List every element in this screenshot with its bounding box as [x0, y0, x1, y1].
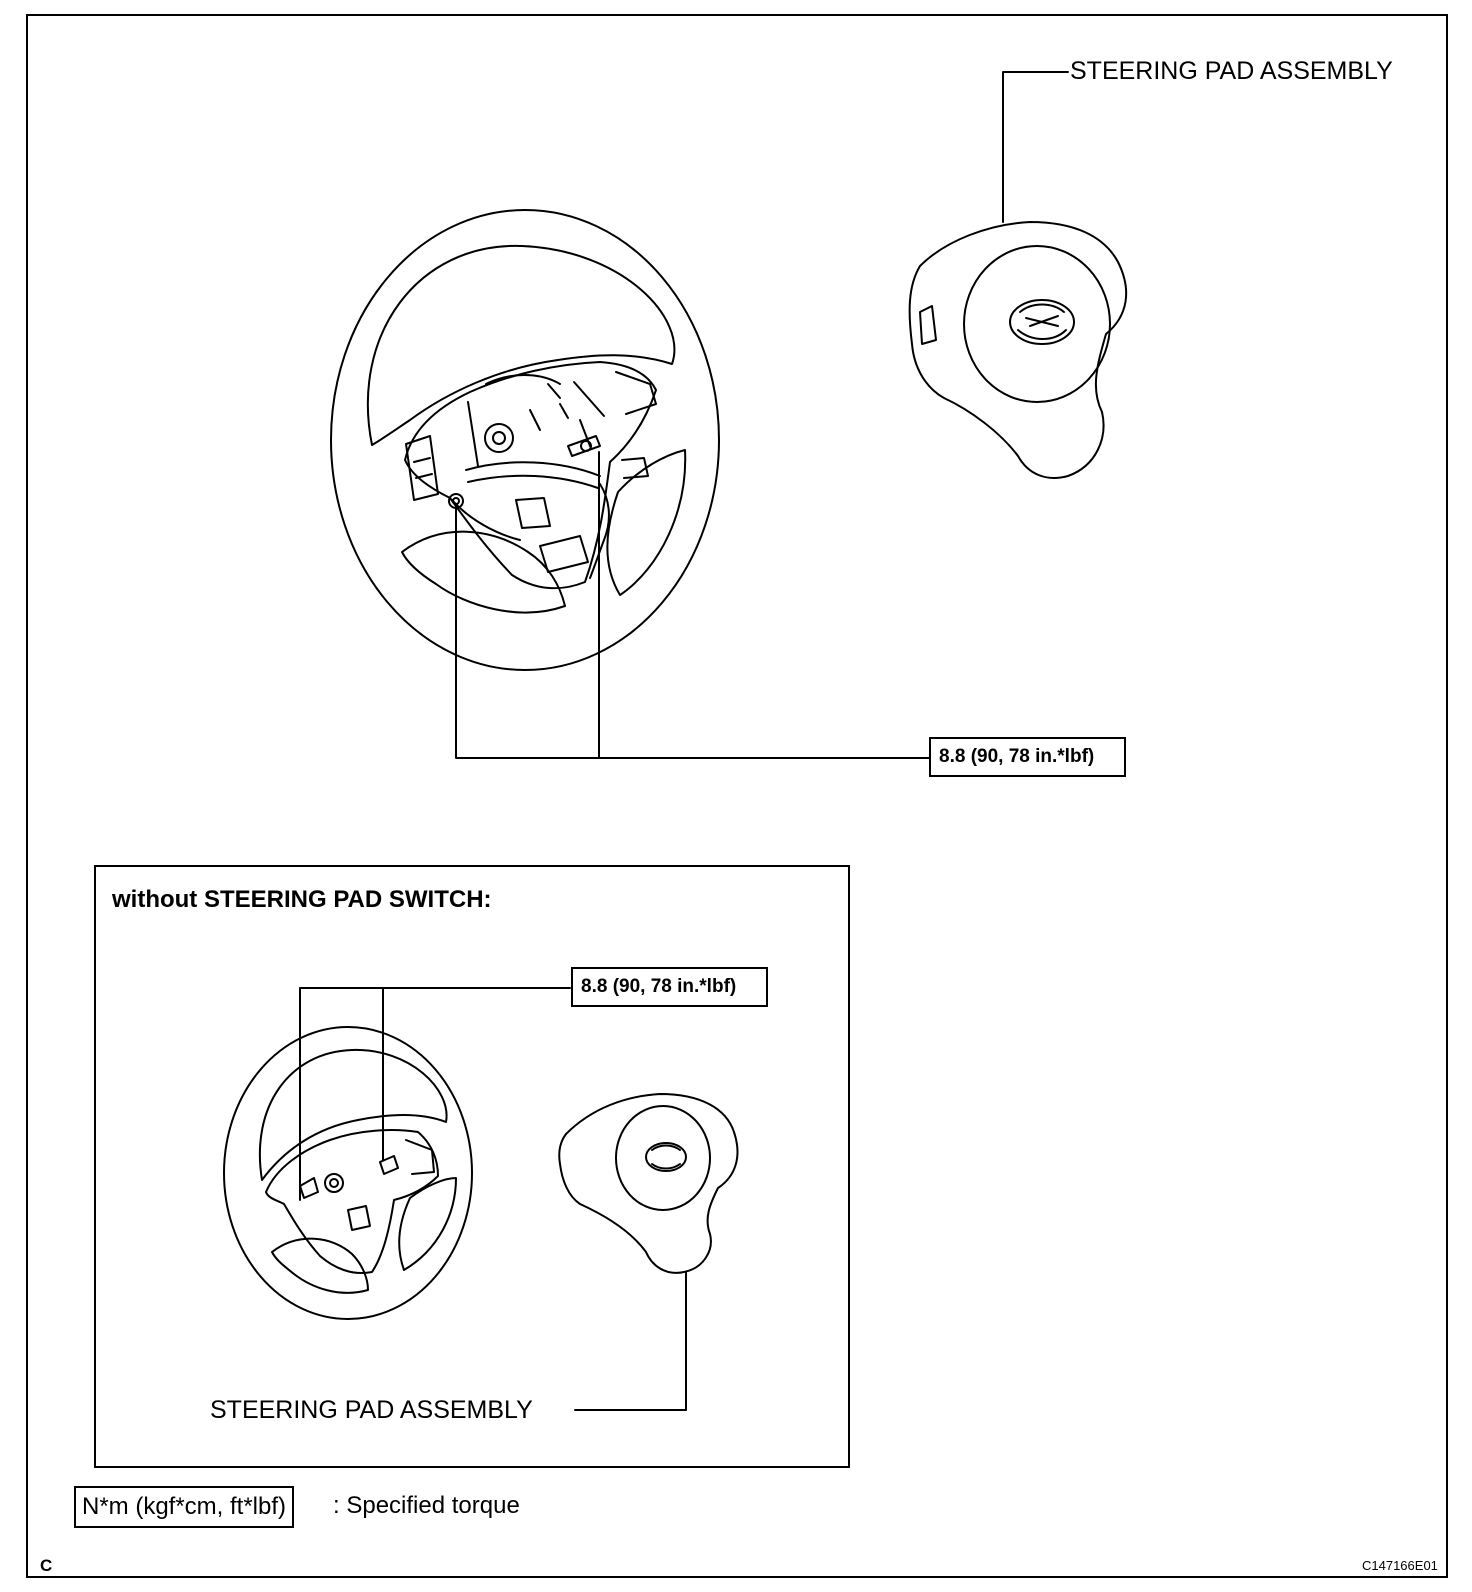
leader-lines-main: [456, 72, 1068, 758]
torque-callout-main: 8.8 (90, 78 in.*lbf): [929, 737, 1126, 777]
torque-callout-inset: 8.8 (90, 78 in.*lbf): [571, 967, 768, 1007]
inset-frame: [94, 865, 850, 1468]
figure-code: C147166E01: [1362, 1558, 1438, 1573]
steering-pad-assembly-label-inset: STEERING PAD ASSEMBLY: [210, 1396, 533, 1424]
inset-title: without STEERING PAD SWITCH:: [112, 886, 492, 913]
torque-legend-description: : Specified torque: [333, 1492, 520, 1519]
corner-letter: C: [40, 1556, 53, 1575]
steering-pad-assembly-label: STEERING PAD ASSEMBLY: [1070, 57, 1393, 85]
steering-wheel-main: [331, 210, 719, 670]
torque-legend-box: N*m (kgf*cm, ft*lbf): [74, 1486, 294, 1528]
steering-pad-main: [910, 222, 1127, 478]
